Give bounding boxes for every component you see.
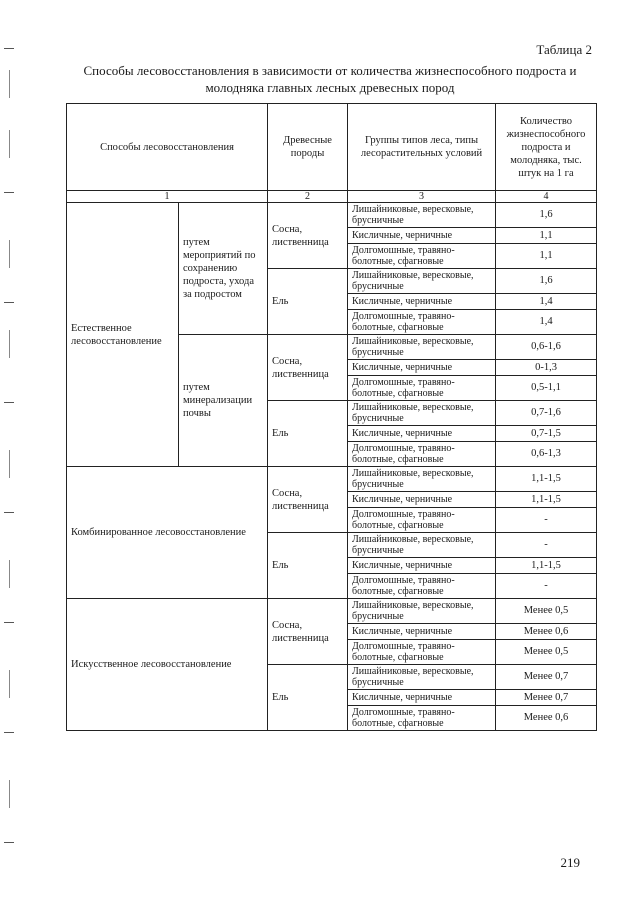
column-number-2: 2 [268, 191, 348, 203]
quantity-value: 1,6 [496, 203, 597, 228]
table-caption: Таблица 2 [536, 42, 592, 57]
forest-group-lichen: Лишайниковые, вересковые, брусничные [348, 269, 496, 294]
forest-group-lichen: Лишайниковые, вересковые, брусничные [348, 533, 496, 558]
quantity-value: 1,4 [496, 310, 597, 335]
quantity-value: Менее 0,7 [496, 665, 597, 690]
submethod-soil-mineralization: путем минерализации почвы [179, 335, 268, 467]
quantity-value: 1,1-1,5 [496, 558, 597, 574]
forest-group-lichen: Лишайниковые, вересковые, брусничные [348, 467, 496, 492]
reforestation-table [66, 103, 597, 731]
quantity-value: Менее 0,5 [496, 640, 597, 665]
forest-group-lichen: Лишайниковые, вересковые, брусничные [348, 401, 496, 426]
quantity-value: 1,4 [496, 294, 597, 310]
species-pine-larch: Сосна, лиственница [268, 203, 348, 269]
species-spruce: Ель [268, 269, 348, 335]
table-title [60, 62, 600, 96]
forest-group-mossy: Долгомошные, травяно-болотные, сфагновые [348, 442, 496, 467]
table-row [67, 203, 597, 228]
method-combined: Комбинированное лесовосстановление [67, 467, 268, 599]
header-quantity: Количество жизнеспособного подроста и молодняка, тыс. штук на 1 га [496, 104, 597, 191]
species-spruce: Ель [268, 401, 348, 467]
table-row [67, 467, 597, 492]
method-artificial: Искусственное лесовосстановление [67, 599, 268, 731]
quantity-value: 1,1 [496, 228, 597, 244]
page-number: 219 [560, 855, 580, 870]
forest-group-mossy: Долгомошные, травяно-болотные, сфагновые [348, 310, 496, 335]
header-species: Древесные породы [268, 104, 348, 191]
forest-group-lichen: Лишайниковые, вересковые, брусничные [348, 203, 496, 228]
forest-group-oxalis: Кисличные, черничные [348, 426, 496, 442]
forest-group-mossy: Долгомошные, травяно-болотные, сфагновые [348, 706, 496, 731]
quantity-value: 0,6-1,6 [496, 335, 597, 360]
quantity-value: - [496, 533, 597, 558]
quantity-value: 0-1,3 [496, 360, 597, 376]
forest-group-oxalis: Кисличные, черничные [348, 624, 496, 640]
quantity-value: 1,1-1,5 [496, 492, 597, 508]
species-spruce: Ель [268, 665, 348, 731]
header-forest-groups: Группы типов леса, типы лесорастительных условий [348, 104, 496, 191]
quantity-value: 1,1 [496, 244, 597, 269]
forest-group-lichen: Лишайниковые, вересковые, брусничные [348, 599, 496, 624]
forest-group-mossy: Долгомошные, травяно-болотные, сфагновые [348, 574, 496, 599]
table-title-line-1: Способы лесовосстановления в зависимости от количества жизнеспособного подроста и [83, 63, 577, 78]
forest-group-mossy: Долгомошные, травяно-болотные, сфагновые [348, 376, 496, 401]
submethod-preservation: путем мероприятий по сохранению подроста, ухода за подростом [179, 203, 268, 335]
species-pine-larch: Сосна, лиственница [268, 599, 348, 665]
forest-group-oxalis: Кисличные, черничные [348, 690, 496, 706]
method-natural: Естественное лесовосстановление [67, 203, 179, 467]
forest-group-mossy: Долгомошные, травяно-болотные, сфагновые [348, 640, 496, 665]
species-pine-larch: Сосна, лиственница [268, 335, 348, 401]
quantity-value: - [496, 574, 597, 599]
quantity-value: 0,6-1,3 [496, 442, 597, 467]
table-title-line-2: молодняка главных лесных древесных пород [205, 80, 455, 95]
column-number-3: 3 [348, 191, 496, 203]
quantity-value: 1,6 [496, 269, 597, 294]
table-row [67, 599, 597, 624]
forest-group-oxalis: Кисличные, черничные [348, 492, 496, 508]
column-number-1: 1 [67, 191, 268, 203]
quantity-value: Менее 0,6 [496, 624, 597, 640]
column-number-row [67, 191, 597, 203]
forest-group-oxalis: Кисличные, черничные [348, 228, 496, 244]
forest-group-mossy: Долгомошные, травяно-болотные, сфагновые [348, 244, 496, 269]
quantity-value: - [496, 508, 597, 533]
quantity-value: Менее 0,7 [496, 690, 597, 706]
quantity-value: 0,7-1,5 [496, 426, 597, 442]
forest-group-mossy: Долгомошные, травяно-болотные, сфагновые [348, 508, 496, 533]
quantity-value: 1,1-1,5 [496, 467, 597, 492]
quantity-value: Менее 0,5 [496, 599, 597, 624]
species-spruce: Ель [268, 533, 348, 599]
quantity-value: 0,5-1,1 [496, 376, 597, 401]
column-number-4: 4 [496, 191, 597, 203]
quantity-value: 0,7-1,6 [496, 401, 597, 426]
header-methods: Способы лесовосстановления [67, 104, 268, 191]
species-pine-larch: Сосна, лиственница [268, 467, 348, 533]
forest-group-oxalis: Кисличные, черничные [348, 294, 496, 310]
quantity-value: Менее 0,6 [496, 706, 597, 731]
forest-group-oxalis: Кисличные, черничные [348, 360, 496, 376]
forest-group-lichen: Лишайниковые, вересковые, брусничные [348, 335, 496, 360]
binding-margin-marks [4, 30, 24, 890]
forest-group-oxalis: Кисличные, черничные [348, 558, 496, 574]
header-row [67, 104, 597, 191]
forest-group-lichen: Лишайниковые, вересковые, брусничные [348, 665, 496, 690]
